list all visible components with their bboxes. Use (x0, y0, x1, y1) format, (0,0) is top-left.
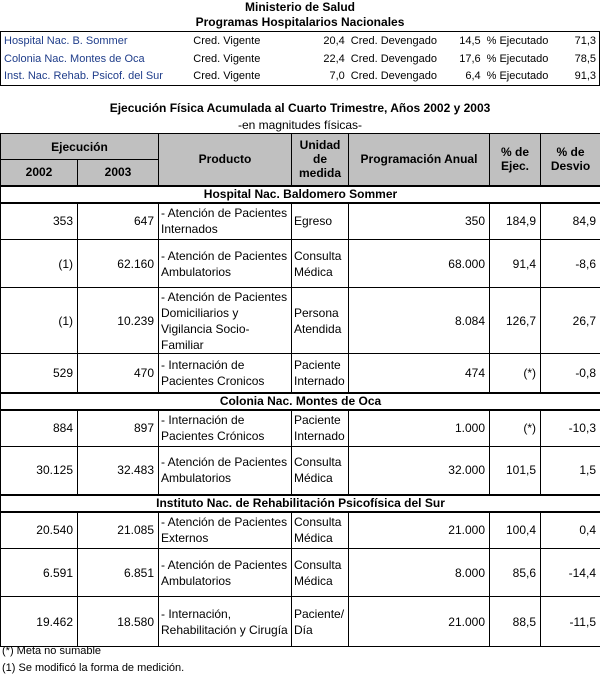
cell-producto: - Internación de Pacientes Cronicos (159, 354, 292, 393)
cell-programacion: 21.000 (349, 512, 490, 549)
summary-name: Colonia Nac. Montes de Oca (4, 52, 145, 65)
section-title: Colonia Nac. Montes de Oca (1, 393, 600, 410)
cell-programacion: 32.000 (349, 447, 490, 495)
header-pct-desvio: % de Desvio (541, 134, 600, 186)
header-ejecucion: Ejecución (1, 134, 159, 160)
cell-unidad: Consulta Médica (292, 240, 349, 288)
summary-devengado: 6,4 (465, 70, 481, 83)
cell-programacion: 350 (349, 203, 490, 240)
cell-2003: 470 (78, 354, 159, 393)
cell-producto: - Atención de Pacientes Externos (159, 512, 292, 549)
table-row (1, 203, 600, 240)
section-row (1, 495, 600, 512)
cell-producto: - Internación, Rehabilitación y Cirugía (159, 597, 292, 647)
cell-unidad: Paciente/ Día (292, 597, 349, 647)
cell-2002: (1) (1, 288, 78, 354)
cell-2003: 6.851 (78, 549, 159, 597)
summary-devengado: 14,5 (459, 34, 481, 47)
cell-2003: 18.580 (78, 597, 159, 647)
cell-2002: 19.462 (1, 597, 78, 647)
cell-programacion: 21.000 (349, 597, 490, 647)
cell-pct-desvio: -14,4 (541, 549, 600, 597)
cell-producto: - Atención de Pacientes Internados (159, 203, 292, 240)
summary-row (1, 50, 600, 68)
summary-vigente: 20,4 (323, 34, 345, 47)
page-title: Ministerio de Salud (244, 0, 355, 14)
cell-producto: - Atención de Pacientes Domiciliarios y Vigilancia Socio-Familiar (159, 288, 292, 354)
cell-unidad: Paciente Internado (292, 410, 349, 447)
cell-unidad: Paciente Internado (292, 354, 349, 393)
table-row (1, 447, 600, 495)
summary-vigente-label: Cred. Vigente (193, 52, 261, 65)
summary-devengado: 17,6 (459, 52, 481, 65)
cell-programacion: 474 (349, 354, 490, 393)
cell-2002: 30.125 (1, 447, 78, 495)
cell-unidad: Consulta Médica (292, 512, 349, 549)
cell-2002: 529 (1, 354, 78, 393)
summary-vigente: 7,0 (329, 70, 345, 83)
cell-programacion: 8.000 (349, 549, 490, 597)
summary-name: Hospital Nac. B. Sommer (4, 34, 128, 47)
cell-unidad: Consulta Médica (292, 549, 349, 597)
cell-producto: - Internación de Pacientes Crónicos (159, 410, 292, 447)
header-2003: 2003 (78, 160, 159, 186)
table-row (1, 549, 600, 597)
cell-pct-desvio: -10,3 (541, 410, 600, 447)
footnote-meta: (*) Meta no sumable (2, 645, 102, 657)
cell-2002: 20.540 (1, 512, 78, 549)
header-producto: Producto (159, 134, 292, 186)
table-title: Ejecución Física Acumulada al Cuarto Trimestre, Años 2002 y 2003 (109, 101, 491, 115)
cell-unidad: Egreso (292, 203, 349, 240)
header-pct-ejec: % de Ejec. (490, 134, 541, 186)
cell-unidad: Consulta Médica (292, 447, 349, 495)
execution-table (0, 133, 600, 647)
section-row (1, 186, 600, 203)
cell-pct-ejec: (*) (490, 410, 541, 447)
cell-programacion: 1.000 (349, 410, 490, 447)
cell-producto: - Atención de Pacientes Ambulatorios (159, 240, 292, 288)
summary-vigente-label: Cred. Vigente (193, 34, 261, 47)
cell-2002: 884 (1, 410, 78, 447)
cell-2003: 897 (78, 410, 159, 447)
cell-pct-desvio: -8,6 (541, 240, 600, 288)
table-subtitle: -en magnitudes físicas- (237, 118, 363, 132)
cell-producto: - Atención de Pacientes Ambulatorios (159, 447, 292, 495)
cell-producto: - Atención de Pacientes Ambulatorios (159, 549, 292, 597)
summary-vigente: 22,4 (323, 52, 345, 65)
cell-pct-ejec: 100,4 (490, 512, 541, 549)
section-title: Hospital Nac. Baldomero Sommer (1, 186, 600, 203)
summary-name: Inst. Nac. Rehab. Psicof. del Sur (4, 70, 163, 83)
summary-ejecutado: 71,3 (574, 34, 596, 47)
cell-2002: (1) (1, 240, 78, 288)
table-row (1, 354, 600, 393)
cell-2003: 32.483 (78, 447, 159, 495)
page-subtitle: Programas Hospitalarios Nacionales (195, 15, 405, 29)
cell-pct-ejec: 88,5 (490, 597, 541, 647)
table-row (1, 288, 600, 354)
summary-ejecutado: 91,3 (574, 70, 596, 83)
cell-pct-ejec: 91,4 (490, 240, 541, 288)
summary-ejecutado-label: % Ejecutado (486, 34, 549, 47)
summary-row (1, 32, 600, 50)
cell-2002: 6.591 (1, 549, 78, 597)
summary-ejecutado-label: % Ejecutado (486, 70, 549, 83)
header-2002: 2002 (1, 160, 78, 186)
section-title: Instituto Nac. de Rehabilitación Psicofísica del Sur (1, 495, 600, 512)
cell-pct-ejec: 126,7 (490, 288, 541, 354)
cell-2003: 647 (78, 203, 159, 240)
summary-ejecutado: 78,5 (574, 52, 596, 65)
cell-pct-ejec: 184,9 (490, 203, 541, 240)
cell-2002: 353 (1, 203, 78, 240)
summary-ejecutado-label: % Ejecutado (486, 52, 549, 65)
table-row (1, 512, 600, 549)
table-row (1, 240, 600, 288)
cell-2003: 10.239 (78, 288, 159, 354)
footnote-medicion: (1) Se modificó la forma de medición. (2, 662, 185, 674)
cell-pct-ejec: (*) (490, 354, 541, 393)
summary-vigente-label: Cred. Vigente (193, 70, 261, 83)
cell-pct-desvio: 1,5 (541, 447, 600, 495)
cell-pct-desvio: -11,5 (541, 597, 600, 647)
table-row (1, 597, 600, 647)
section-row (1, 393, 600, 410)
cell-unidad: Persona Atendida (292, 288, 349, 354)
summary-devengado-label: Cred. Devengado (350, 52, 438, 65)
cell-2003: 21.085 (78, 512, 159, 549)
cell-pct-desvio: 26,7 (541, 288, 600, 354)
summary-devengado-label: Cred. Devengado (350, 70, 438, 83)
cell-pct-ejec: 101,5 (490, 447, 541, 495)
credit-summary-table (0, 31, 600, 86)
table-row (1, 410, 600, 447)
header-programacion: Programación Anual (349, 134, 490, 186)
cell-programacion: 68.000 (349, 240, 490, 288)
cell-programacion: 8.084 (349, 288, 490, 354)
cell-pct-ejec: 85,6 (490, 549, 541, 597)
cell-pct-desvio: 84,9 (541, 203, 600, 240)
cell-pct-desvio: 0,4 (541, 512, 600, 549)
cell-pct-desvio: -0,8 (541, 354, 600, 393)
header-unidad: Unidad de medida (292, 134, 349, 186)
summary-devengado-label: Cred. Devengado (350, 34, 438, 47)
cell-2003: 62.160 (78, 240, 159, 288)
summary-row (1, 68, 600, 86)
